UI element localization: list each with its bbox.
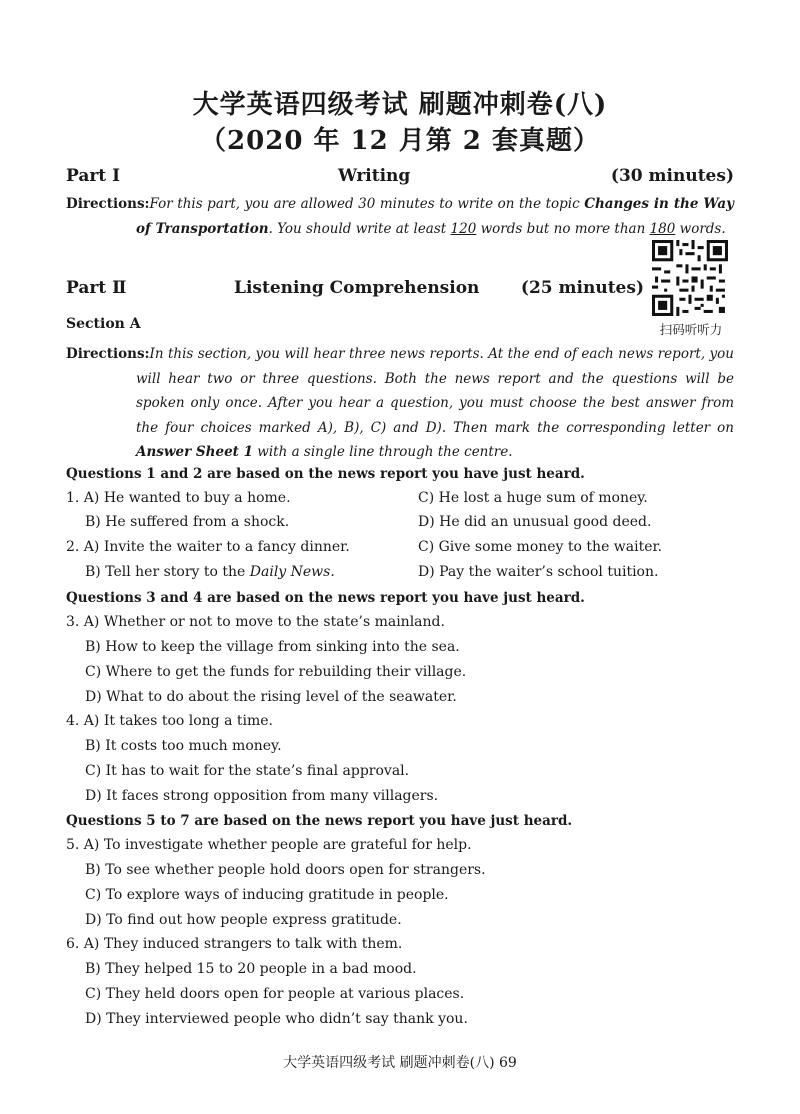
option[interactable]: D) To find out how people express gratitude. <box>85 912 402 928</box>
option[interactable]: B) How to keep the village from sinking into the sea. <box>85 639 460 655</box>
option[interactable]: 3. A) Whether or not to move to the state’s mainland. <box>66 614 445 630</box>
option[interactable]: C) Where to get the funds for rebuilding their village. <box>85 664 467 680</box>
part2-label: Part Ⅱ <box>66 278 127 298</box>
option[interactable]: C) It has to wait for the state’s final approval. <box>85 763 410 779</box>
exam-subtitle: （2020 年 12 月第 2 套真题） <box>200 126 600 156</box>
option[interactable]: C) Give some money to the waiter. <box>418 539 663 555</box>
min-words: 120 <box>450 220 477 237</box>
part1-time: (30 minutes) <box>610 166 734 186</box>
option[interactable]: D) It faces strong opposition from many villagers. <box>85 788 439 804</box>
option[interactable]: 5. A) To investigate whether people are grateful for help. <box>66 837 472 853</box>
option[interactable]: B) They helped 15 to 20 people in a bad mood. <box>85 961 417 977</box>
writing-topic: Changes in the Way of Transportation <box>136 196 734 237</box>
part2-header <box>66 278 644 300</box>
option[interactable]: B) To see whether people hold doors open for strangers. <box>85 862 486 878</box>
qr-code-icon[interactable] <box>652 240 728 316</box>
option[interactable]: 4. A) It takes too long a time. <box>66 713 273 729</box>
max-words: 180 <box>649 220 676 237</box>
part1-header <box>66 166 734 188</box>
option[interactable]: 2. A) Invite the waiter to a fancy dinner. <box>66 539 350 555</box>
option[interactable]: C) To explore ways of inducing gratitude in people. <box>85 887 449 903</box>
option[interactable]: D) Pay the waiter’s school tuition. <box>418 564 659 580</box>
answer-sheet-label: Answer Sheet 1 <box>136 444 253 460</box>
directions-label: Directions: <box>66 196 150 212</box>
question-group-heading: Questions 1 and 2 are based on the news report you have just heard. <box>66 466 585 482</box>
question-group-heading: Questions 5 to 7 are based on the news report you have just heard. <box>66 813 573 829</box>
option[interactable]: B) Tell her story to the Daily News. <box>85 564 335 580</box>
part2-name: Listening Comprehension <box>234 278 480 298</box>
option[interactable]: 6. A) They induced strangers to talk with them. <box>66 936 403 952</box>
option[interactable]: 1. A) He wanted to buy a home. <box>66 490 291 506</box>
option[interactable]: B) He suffered from a shock. <box>85 514 290 530</box>
part2-time: (25 minutes) <box>520 278 644 298</box>
part1-name: Writing <box>338 166 411 186</box>
page-footer: 大学英语四级考试 刷题冲刺卷(八) 69 <box>283 1055 517 1071</box>
qr-caption: 扫码听听力 <box>659 322 723 337</box>
option[interactable]: D) What to do about the rising level of the seawater. <box>85 689 457 705</box>
part2-directions: Directions:In this section, you will hear three news reports. At the end of each news report, you will hear two or three questions. Both the news report and the questions will be spoken only once. After you hear a question, you must choose the best answer from the four choices marked A), B), C) and D). Then mark the corresponding letter on Answer Sheet 1 with a single line through the centre. <box>66 346 734 460</box>
question-group-heading: Questions 3 and 4 are based on the news report you have just heard. <box>66 590 585 606</box>
section-a-title: Section A <box>66 316 141 332</box>
option[interactable]: D) They interviewed people who didn’t say thank you. <box>85 1011 468 1027</box>
directions-label: Directions: <box>66 346 150 362</box>
option[interactable]: C) He lost a huge sum of money. <box>418 490 648 506</box>
exam-title: 大学英语四级考试 刷题冲刺卷(八) <box>192 90 608 120</box>
part1-directions: Directions:For this part, you are allowed 30 minutes to write on the topic Changes in the Way of Transportation. You should write at least 120 words but no more than 180 words. <box>66 196 734 237</box>
option[interactable]: C) They held doors open for people at various places. <box>85 986 465 1002</box>
option[interactable]: D) He did an unusual good deed. <box>418 514 652 530</box>
part1-label: Part Ⅰ <box>66 166 121 186</box>
option[interactable]: B) It costs too much money. <box>85 738 282 754</box>
